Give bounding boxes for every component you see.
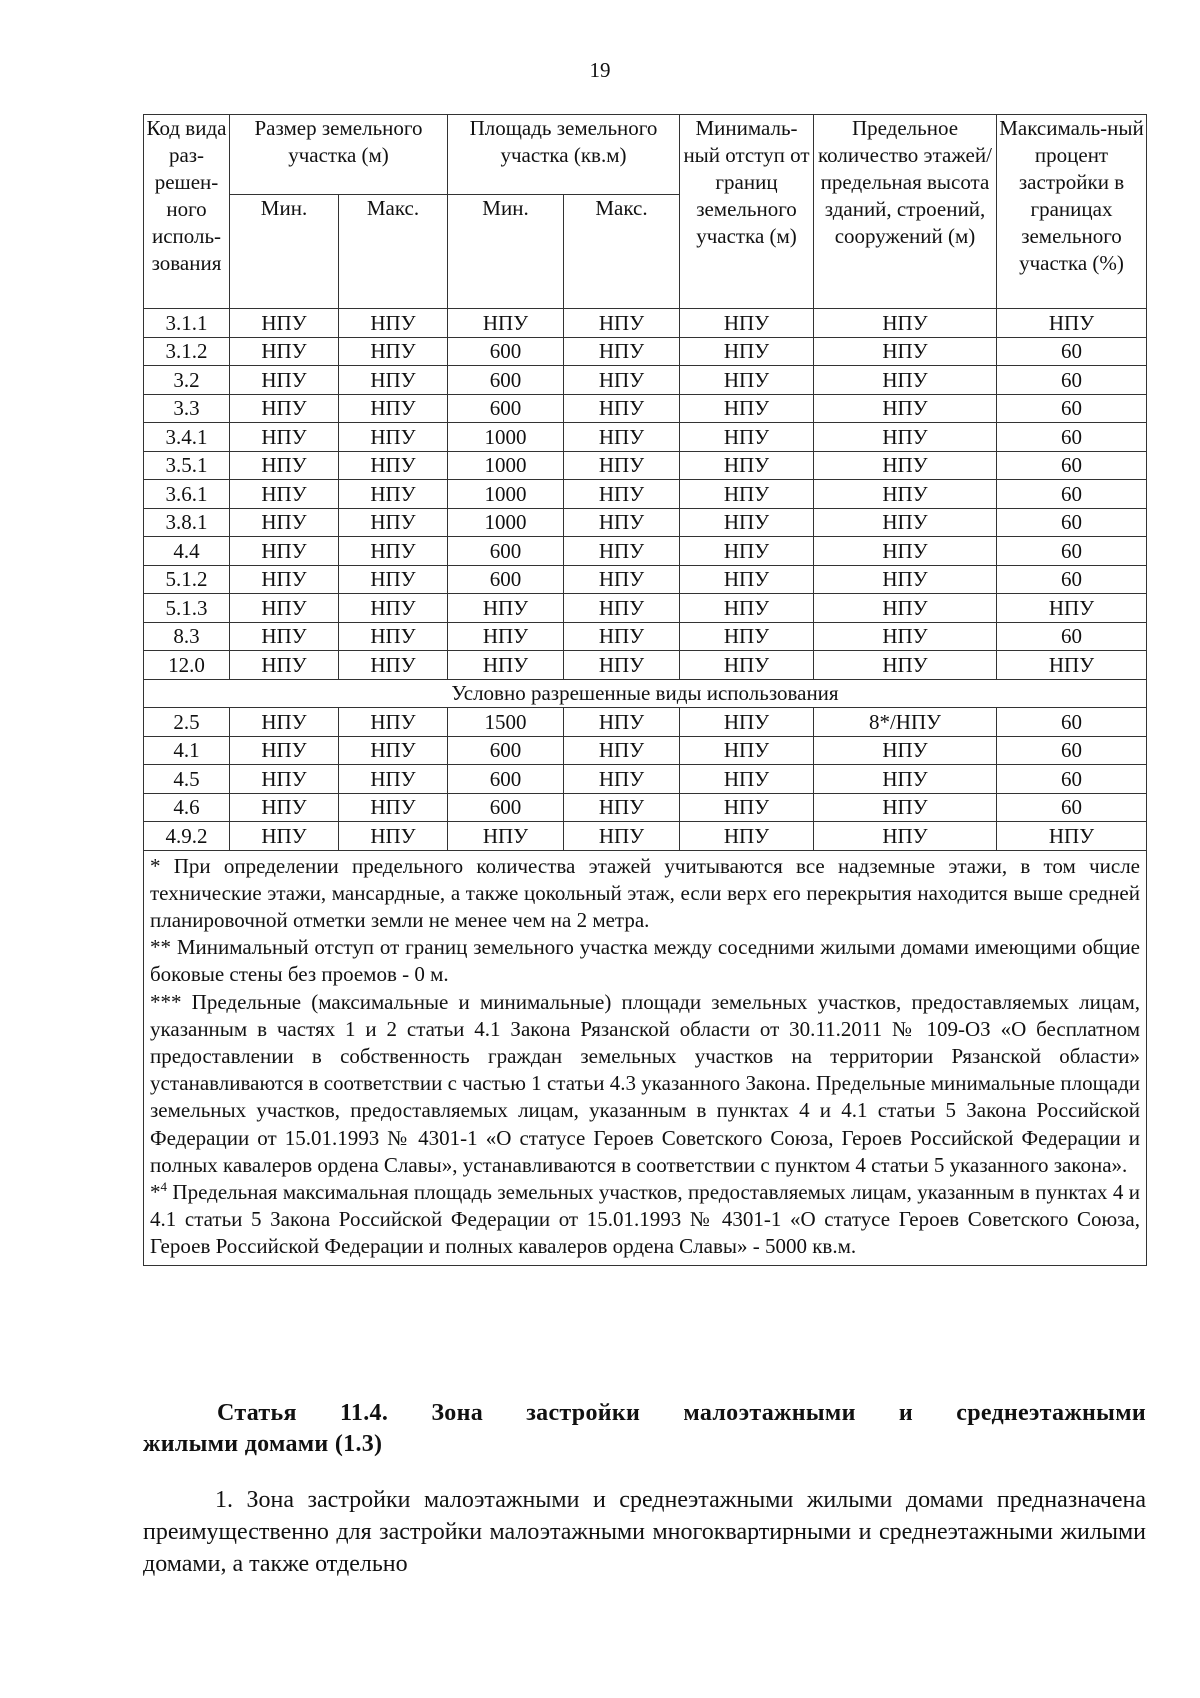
table-row xyxy=(144,537,1147,566)
table-cell: НПУ xyxy=(339,765,448,794)
table-row xyxy=(144,765,1147,794)
use-code-cell: 12.0 xyxy=(144,651,230,680)
use-code-cell: 4.6 xyxy=(144,793,230,822)
table-row xyxy=(144,394,1147,423)
table-cell: 1500 xyxy=(448,708,564,737)
table-cell: НПУ xyxy=(564,651,680,680)
table-cell: НПУ xyxy=(564,736,680,765)
use-code-cell: 3.1.1 xyxy=(144,309,230,338)
header-code: Код вида раз-решен-ного исполь-зования xyxy=(144,115,230,309)
table-row xyxy=(144,480,1147,509)
table-cell: 600 xyxy=(448,565,564,594)
table-cell: 600 xyxy=(448,736,564,765)
table-cell: 60 xyxy=(997,793,1147,822)
table-row xyxy=(144,451,1147,480)
table-row xyxy=(144,736,1147,765)
table-cell: НПУ xyxy=(680,423,814,452)
table-cell: 60 xyxy=(997,337,1147,366)
use-code-cell: 5.1.2 xyxy=(144,565,230,594)
table-row xyxy=(144,651,1147,680)
table-cell: НПУ xyxy=(680,822,814,851)
table-cell: 60 xyxy=(997,366,1147,395)
table-cell: НПУ xyxy=(339,651,448,680)
table-cell: 600 xyxy=(448,765,564,794)
table-cell: НПУ xyxy=(448,309,564,338)
table-cell: НПУ xyxy=(339,736,448,765)
table-cell: НПУ xyxy=(230,366,339,395)
table-cell: 60 xyxy=(997,480,1147,509)
table-cell: НПУ xyxy=(814,622,997,651)
table-cell: НПУ xyxy=(680,508,814,537)
table-cell: НПУ xyxy=(339,594,448,623)
article-title-line1: Статья 11.4. Зона застройки малоэтажными и среднеэтажными xyxy=(217,1400,1146,1426)
table-cell: НПУ xyxy=(680,594,814,623)
table-cell: НПУ xyxy=(997,822,1147,851)
table-cell: 60 xyxy=(997,508,1147,537)
table-cell: НПУ xyxy=(230,793,339,822)
use-code-cell: 3.5.1 xyxy=(144,451,230,480)
table-cell: НПУ xyxy=(564,394,680,423)
table-cell: НПУ xyxy=(339,309,448,338)
table-cell: 600 xyxy=(448,366,564,395)
table-cell: НПУ xyxy=(339,708,448,737)
table-cell: НПУ xyxy=(680,451,814,480)
header-max-floors: Предельное количество этажей/ предельная высота зданий, строений, сооружений (м) xyxy=(814,115,997,309)
table-cell: НПУ xyxy=(680,765,814,794)
table-cell: НПУ xyxy=(339,622,448,651)
table-cell: НПУ xyxy=(564,822,680,851)
table-row xyxy=(144,309,1147,338)
table-cell: НПУ xyxy=(230,708,339,737)
header-size-max: Макс. xyxy=(339,195,448,309)
table-cell: НПУ xyxy=(680,622,814,651)
table-cell: НПУ xyxy=(564,594,680,623)
use-code-cell: 3.4.1 xyxy=(144,423,230,452)
table-cell: НПУ xyxy=(339,822,448,851)
table-cell: 600 xyxy=(448,537,564,566)
use-code-cell: 4.5 xyxy=(144,765,230,794)
article-title xyxy=(143,1398,1146,1460)
table-cell: НПУ xyxy=(230,537,339,566)
table-cell: НПУ xyxy=(230,736,339,765)
table-cell: НПУ xyxy=(680,337,814,366)
table-row xyxy=(144,793,1147,822)
table-cell: НПУ xyxy=(339,451,448,480)
table-cell: НПУ xyxy=(680,651,814,680)
use-code-cell: 2.5 xyxy=(144,708,230,737)
table-cell: НПУ xyxy=(339,793,448,822)
table-cell: 60 xyxy=(997,622,1147,651)
table-cell: НПУ xyxy=(564,765,680,794)
table-cell: НПУ xyxy=(230,480,339,509)
table-cell: НПУ xyxy=(680,708,814,737)
table-cell: НПУ xyxy=(564,423,680,452)
table-cell: НПУ xyxy=(230,765,339,794)
table-cell: 60 xyxy=(997,765,1147,794)
table-cell: 1000 xyxy=(448,480,564,509)
use-code-cell: 3.8.1 xyxy=(144,508,230,537)
table-cell: НПУ xyxy=(814,508,997,537)
table-cell: НПУ xyxy=(997,309,1147,338)
table-cell: НПУ xyxy=(230,622,339,651)
table-cell: НПУ xyxy=(339,537,448,566)
table-cell: НПУ xyxy=(814,366,997,395)
table-cell: НПУ xyxy=(814,309,997,338)
table-row xyxy=(144,508,1147,537)
page-number: 19 xyxy=(589,58,611,82)
table-cell: НПУ xyxy=(230,423,339,452)
table-cell: НПУ xyxy=(230,337,339,366)
table-cell: НПУ xyxy=(680,736,814,765)
table-cell: НПУ xyxy=(448,594,564,623)
table-cell: НПУ xyxy=(680,537,814,566)
table-cell: НПУ xyxy=(814,594,997,623)
table-cell: НПУ xyxy=(814,736,997,765)
table-row xyxy=(144,708,1147,737)
table-cell: НПУ xyxy=(339,423,448,452)
use-code-cell: 3.3 xyxy=(144,394,230,423)
table-cell: НПУ xyxy=(230,508,339,537)
table-cell: НПУ xyxy=(230,651,339,680)
header-min-setback: Минималь-ный отступ от границ земельного участка (м) xyxy=(680,115,814,309)
article-paragraph xyxy=(143,1484,1146,1580)
note4-sup: 4 xyxy=(160,1178,167,1194)
table-cell: НПУ xyxy=(448,651,564,680)
table-cell: 60 xyxy=(997,708,1147,737)
table-cell: НПУ xyxy=(814,537,997,566)
zoning-parameters-table xyxy=(143,114,1147,1266)
table-cell: НПУ xyxy=(564,708,680,737)
table-cell: НПУ xyxy=(680,309,814,338)
header-plot-area: Площадь земельного участка (кв.м) xyxy=(448,115,680,195)
table-cell: НПУ xyxy=(564,309,680,338)
table-notes xyxy=(144,850,1147,1265)
table-cell: НПУ xyxy=(814,337,997,366)
table-cell: НПУ xyxy=(339,337,448,366)
use-code-cell: 4.4 xyxy=(144,537,230,566)
note4-mark: * xyxy=(150,1179,161,1204)
table-cell: НПУ xyxy=(997,651,1147,680)
table-cell: 8*/НПУ xyxy=(814,708,997,737)
table-cell: НПУ xyxy=(230,565,339,594)
use-code-cell: 3.2 xyxy=(144,366,230,395)
main-rows xyxy=(144,309,1147,680)
table-cell: НПУ xyxy=(814,765,997,794)
table-cell: НПУ xyxy=(230,822,339,851)
table-cell: 60 xyxy=(997,451,1147,480)
table-cell: НПУ xyxy=(564,366,680,395)
table-row xyxy=(144,594,1147,623)
table-cell: НПУ xyxy=(448,622,564,651)
table-cell: НПУ xyxy=(564,451,680,480)
table-cell: НПУ xyxy=(230,594,339,623)
note-max-area xyxy=(150,1179,1140,1261)
table-cell: НПУ xyxy=(339,508,448,537)
note4-text: Предельная максимальная площадь земельных участков, предоставляемых лицам, указанным в пунктах 4 и 4.1 статьи 5 Закона Российской Федерации от 15.01.1993 № 4301-1 «О статусе Героев Советского Союза, Героев Российской Федерации и полных кавалеров ордена Славы» - 5000 кв.м. xyxy=(150,1179,1140,1259)
header-size-min: Мин. xyxy=(230,195,339,309)
table-cell: НПУ xyxy=(814,822,997,851)
table-cell: НПУ xyxy=(564,337,680,366)
header-max-coverage: Максималь-ный процент застройки в границах земельного участка (%) xyxy=(997,115,1147,309)
table-cell: 600 xyxy=(448,337,564,366)
use-code-cell: 3.6.1 xyxy=(144,480,230,509)
table-cell: НПУ xyxy=(814,394,997,423)
table-cell: НПУ xyxy=(230,451,339,480)
table-row xyxy=(144,366,1147,395)
table-cell: НПУ xyxy=(564,622,680,651)
table-cell: НПУ xyxy=(680,480,814,509)
use-code-cell: 4.9.2 xyxy=(144,822,230,851)
article-paragraph-text: 1. Зона застройки малоэтажными и среднеэтажными жилыми домами предназначена преимущественно для застройки малоэтажными многоквартирными и среднеэтажными жилыми домами, а также отдельно xyxy=(143,1487,1146,1577)
table-cell: 1000 xyxy=(448,508,564,537)
table-cell: НПУ xyxy=(339,394,448,423)
table-row xyxy=(144,337,1147,366)
table-cell: 60 xyxy=(997,423,1147,452)
table-cell: 600 xyxy=(448,793,564,822)
table-cell: НПУ xyxy=(339,480,448,509)
table-cell: НПУ xyxy=(564,793,680,822)
table-cell: НПУ xyxy=(814,793,997,822)
table-cell: НПУ xyxy=(230,394,339,423)
table-cell: НПУ xyxy=(814,565,997,594)
table-cell: 1000 xyxy=(448,451,564,480)
table-cell: НПУ xyxy=(680,793,814,822)
table-cell: НПУ xyxy=(339,565,448,594)
table-cell: НПУ xyxy=(680,394,814,423)
table-cell: НПУ xyxy=(564,480,680,509)
article-title-line2: жилыми домами (1.3) xyxy=(143,1431,383,1457)
table-cell: 1000 xyxy=(448,423,564,452)
table-cell: НПУ xyxy=(997,594,1147,623)
table-cell: НПУ xyxy=(564,537,680,566)
conditional-uses-heading: Условно разрешенные виды использования xyxy=(144,679,1147,708)
table-cell: 60 xyxy=(997,565,1147,594)
header-area-min: Мин. xyxy=(448,195,564,309)
table-cell: НПУ xyxy=(564,508,680,537)
use-code-cell: 4.1 xyxy=(144,736,230,765)
table-cell: НПУ xyxy=(680,565,814,594)
table-cell: НПУ xyxy=(230,309,339,338)
table-cell: НПУ xyxy=(339,366,448,395)
note-setback: ** Минимальный отступ от границ земельного участка между соседними жилыми домами имеющими общие боковые стены без проемов - 0 м. xyxy=(150,935,1140,987)
table-cell: НПУ xyxy=(448,822,564,851)
table-cell: НПУ xyxy=(814,423,997,452)
table-cell: 60 xyxy=(997,736,1147,765)
note-floors: * При определении предельного количества этажей учитываются все надземные этажи, в том числе технические этажи, мансардные, а также цокольный этаж, если верх его перекрытия находится выше средней планировочной отметки земли не менее чем на 2 метра. xyxy=(150,853,1140,932)
table-row xyxy=(144,822,1147,851)
table-row xyxy=(144,423,1147,452)
header-area-max: Макс. xyxy=(564,195,680,309)
table-cell: НПУ xyxy=(814,451,997,480)
table-cell: 600 xyxy=(448,394,564,423)
header-plot-size: Размер земельного участка (м) xyxy=(230,115,448,195)
table-row xyxy=(144,565,1147,594)
note-plot-areas: *** Предельные (максимальные и минимальные) площади земельных участков, предоставляемых лицам, указанным в частях 1 и 2 статьи 4.1 Закона Рязанской области от 30.11.2011 № 109-ОЗ «О бесплатном предоставлении в собственность граждан земельных участков на территории Рязанской области» устанавливаются в соответствии с частью 1 статьи 4.3 указанного Закона. Предельные минимальные площади земельных участков, предоставляемых лицам, указанным в пунктах 4 и 4.1 статьи 5 Закона Российской Федерации от 15.01.1993 № 4301-1 «О статусе Героев Советского Союза, Героев Российской Федерации и полных кавалеров ордена Славы», устанавливаются в соответствии с пунктом 4 статьи 5 указанного закона». xyxy=(150,989,1140,1177)
conditional-rows xyxy=(144,708,1147,851)
table-cell: НПУ xyxy=(680,366,814,395)
use-code-cell: 5.1.3 xyxy=(144,594,230,623)
table-row xyxy=(144,622,1147,651)
table-cell: НПУ xyxy=(814,480,997,509)
table-cell: НПУ xyxy=(564,565,680,594)
table-cell: 60 xyxy=(997,537,1147,566)
table-cell: 60 xyxy=(997,394,1147,423)
use-code-cell: 8.3 xyxy=(144,622,230,651)
use-code-cell: 3.1.2 xyxy=(144,337,230,366)
table-cell: НПУ xyxy=(814,651,997,680)
